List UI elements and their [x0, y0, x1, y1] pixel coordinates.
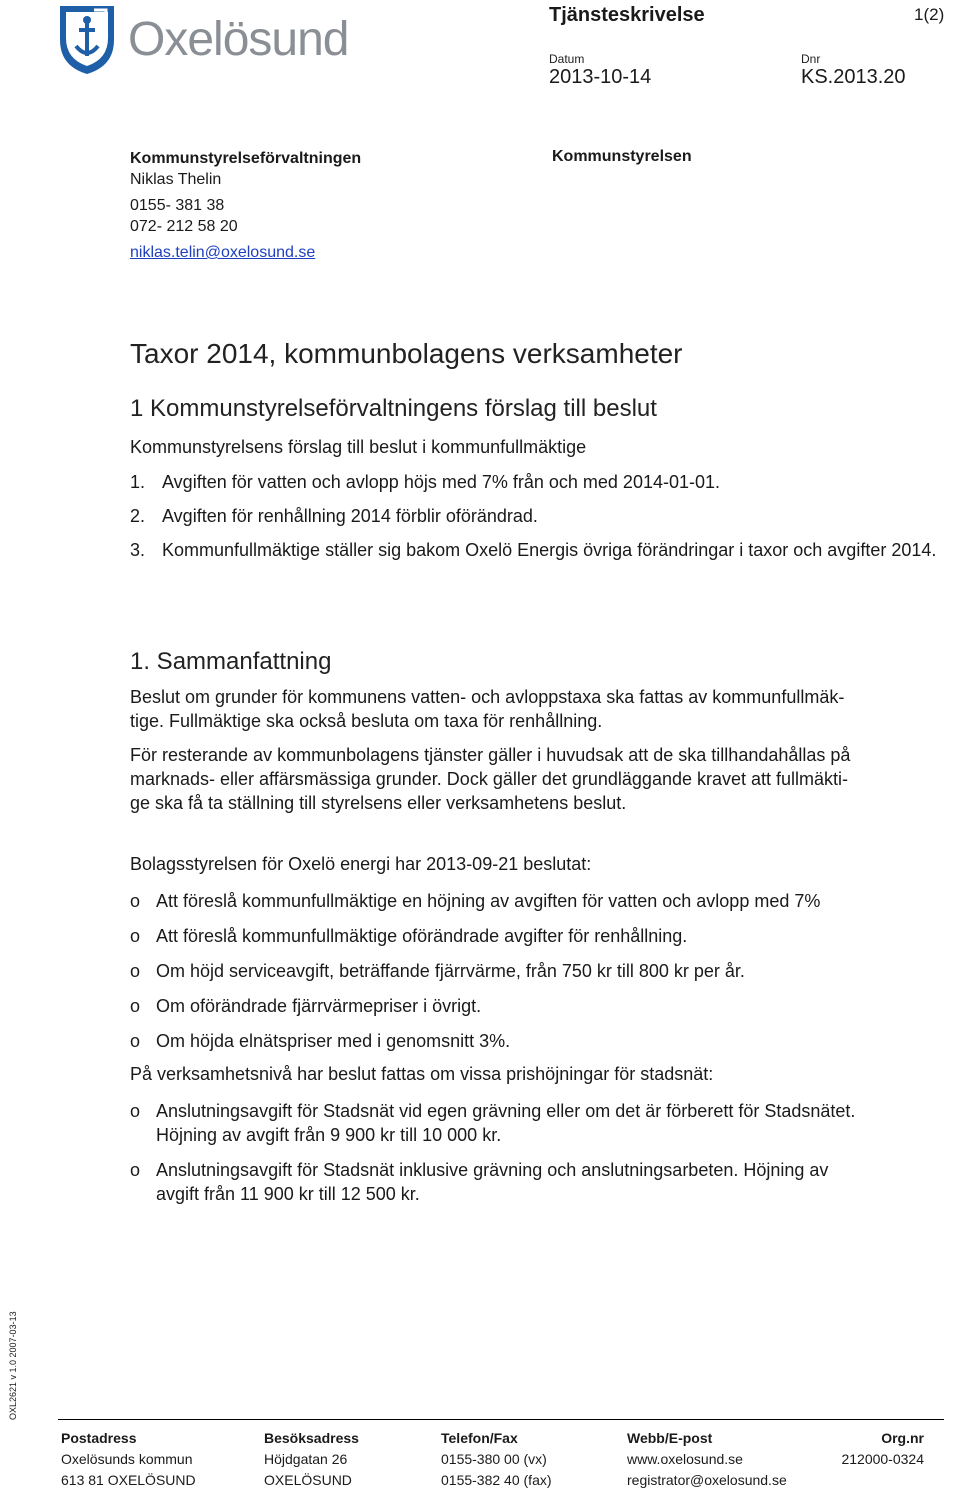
- bullet-marker: o: [130, 996, 141, 1016]
- date-label: Datum: [549, 52, 585, 66]
- footer-value: OXELÖSUND: [264, 1472, 352, 1488]
- list-item: [130, 924, 958, 948]
- footer-org: [841, 1428, 924, 1470]
- dnr-value: KS.2013.20: [801, 66, 906, 88]
- bullet-marker: o: [130, 961, 141, 981]
- list-item-text: Avgiften för renhållning 2014 förblir oförändrad.: [162, 506, 538, 526]
- bullet-marker: o: [130, 926, 141, 946]
- list-item-text: Om höjda elnätspriser med i genomsnitt 3%.: [156, 1031, 511, 1051]
- document-type: Tjänsteskrivelse: [549, 4, 705, 26]
- template-id: OXL2621 v 1.0 2007-03-13: [8, 1311, 18, 1420]
- text-line: tige. Fullmäktige ska också besluta om taxa för renhållning.: [130, 711, 603, 731]
- section-1-heading: 1 Kommunstyrelseförvaltningens förslag till beslut: [130, 395, 657, 422]
- sender-name: Niklas Thelin: [130, 171, 222, 188]
- operations-bullet-list: [130, 1099, 958, 1206]
- footer-email-link[interactable]: registrator@oxelosund.se: [627, 1472, 787, 1488]
- footer-label: Webb/E-post: [627, 1430, 713, 1446]
- proposal-list: [130, 470, 950, 572]
- list-item-text: Anslutningsavgift för Stadsnät inklusive grävning och anslutningsarbeten. Höjning av: [156, 1160, 829, 1180]
- footer-visit: [264, 1428, 359, 1491]
- board-bullet-list: [130, 889, 958, 1053]
- bullet-marker: o: [130, 1160, 141, 1180]
- list-item-number: 2.: [130, 506, 146, 526]
- operations-intro: På verksamhetsnivå har beslut fattas om vissa prishöjningar för stadsnät:: [130, 1064, 714, 1084]
- document-title: Taxor 2014, kommunbolagens verksamheter: [130, 338, 683, 369]
- board-intro: Bolagsstyrelsen för Oxelö energi har 2013-09-21 beslutat:: [130, 854, 592, 874]
- list-item: [130, 994, 958, 1018]
- footer-label: Postadress: [61, 1430, 137, 1446]
- sender-phone: 0155- 381 38: [130, 197, 225, 214]
- bullet-marker: o: [130, 1031, 141, 1051]
- footer-phone: [441, 1428, 552, 1491]
- footer-divider: [58, 1419, 944, 1420]
- dnr-label: Dnr: [801, 52, 821, 66]
- list-item: [130, 470, 950, 494]
- proposal-subheading: Kommunstyrelsens förslag till beslut i kommunfullmäktige: [130, 437, 587, 457]
- list-item-text: Avgiften för vatten och avlopp höjs med 7% från och med 2014-01-01.: [162, 472, 721, 492]
- list-item: [130, 959, 958, 983]
- list-item-text: Att föreslå kommunfullmäktige en höjning av avgiften för vatten och avlopp med 7%: [156, 891, 821, 911]
- recipient: Kommunstyrelsen: [552, 148, 692, 165]
- footer-label: Telefon/Fax: [441, 1430, 518, 1446]
- list-item: [130, 1029, 958, 1053]
- footer-label: Org.nr: [881, 1430, 924, 1446]
- footer-web: [627, 1428, 787, 1491]
- summary-paragraph-1: [130, 685, 956, 733]
- list-item: [130, 504, 950, 528]
- list-item: [130, 1158, 958, 1206]
- footer-postal: [61, 1428, 196, 1491]
- footer-label: Besöksadress: [264, 1430, 359, 1446]
- oxelosund-logo: [56, 4, 386, 76]
- sender-email-link[interactable]: niklas.telin@oxelosund.se: [130, 244, 316, 261]
- text-line: marknads- eller affärsmässiga grunder. Dock gäller det grundläggande kravet att fullmäkti-: [130, 769, 849, 789]
- footer-value: 0155-380 00 (vx): [441, 1451, 547, 1467]
- date-value: 2013-10-14: [549, 66, 652, 88]
- list-item-number: 3.: [130, 540, 146, 560]
- summary-paragraph-2: [130, 743, 956, 815]
- footer-value: 212000-0324: [841, 1451, 924, 1467]
- bullet-marker: o: [130, 1101, 141, 1121]
- footer-website-link[interactable]: www.oxelosund.se: [627, 1451, 743, 1467]
- page-number: 1(2): [914, 5, 945, 24]
- list-item-text: Anslutningsavgift för Stadsnät vid egen grävning eller om det är förberett för Stadsnätet.: [156, 1101, 856, 1121]
- summary-heading: 1. Sammanfattning: [130, 648, 332, 675]
- text-line: För resterande av kommunbolagens tjänster gäller i huvudsak att de ska tillhandahållas på: [130, 745, 851, 765]
- list-item: [130, 538, 950, 562]
- sender-org: Kommunstyrelseförvaltningen: [130, 150, 362, 167]
- list-item: [130, 889, 958, 913]
- list-item-text: Att föreslå kommunfullmäktige oförändrade avgifter för renhållning.: [156, 926, 688, 946]
- list-item: [130, 1099, 958, 1147]
- footer-value: 0155-382 40 (fax): [441, 1472, 552, 1488]
- list-item-text: Kommunfullmäktige ställer sig bakom Oxelö Energis övriga förändringar i taxor och avgifter 2014.: [162, 540, 937, 560]
- text-line: ge ska få ta ställning till styrelsens eller verksamhetens beslut.: [130, 793, 627, 813]
- footer-value: Oxelösunds kommun: [61, 1451, 193, 1467]
- list-item-text: Om oförändrade fjärrvärmepriser i övrigt.: [156, 996, 482, 1016]
- text-line: Beslut om grunder för kommunens vatten- och avloppstaxa ska fattas av kommunfullmäk-: [130, 687, 845, 707]
- list-item-text: avgift från 11 900 kr till 12 500 kr.: [156, 1184, 420, 1204]
- list-item-text: Höjning av avgift från 9 900 kr till 10 000 kr.: [156, 1125, 502, 1145]
- bullet-marker: o: [130, 891, 141, 911]
- logo-wordmark: Oxelösund: [128, 13, 349, 66]
- list-item-text: Om höjd serviceavgift, beträffande fjärrvärme, från 750 kr till 800 kr per år.: [156, 961, 745, 981]
- sender-block: [130, 148, 361, 263]
- footer-value: 613 81 OXELÖSUND: [61, 1472, 196, 1488]
- footer-value: Höjdgatan 26: [264, 1451, 348, 1467]
- sender-mobile: 072- 212 58 20: [130, 218, 238, 235]
- list-item-number: 1.: [130, 472, 146, 492]
